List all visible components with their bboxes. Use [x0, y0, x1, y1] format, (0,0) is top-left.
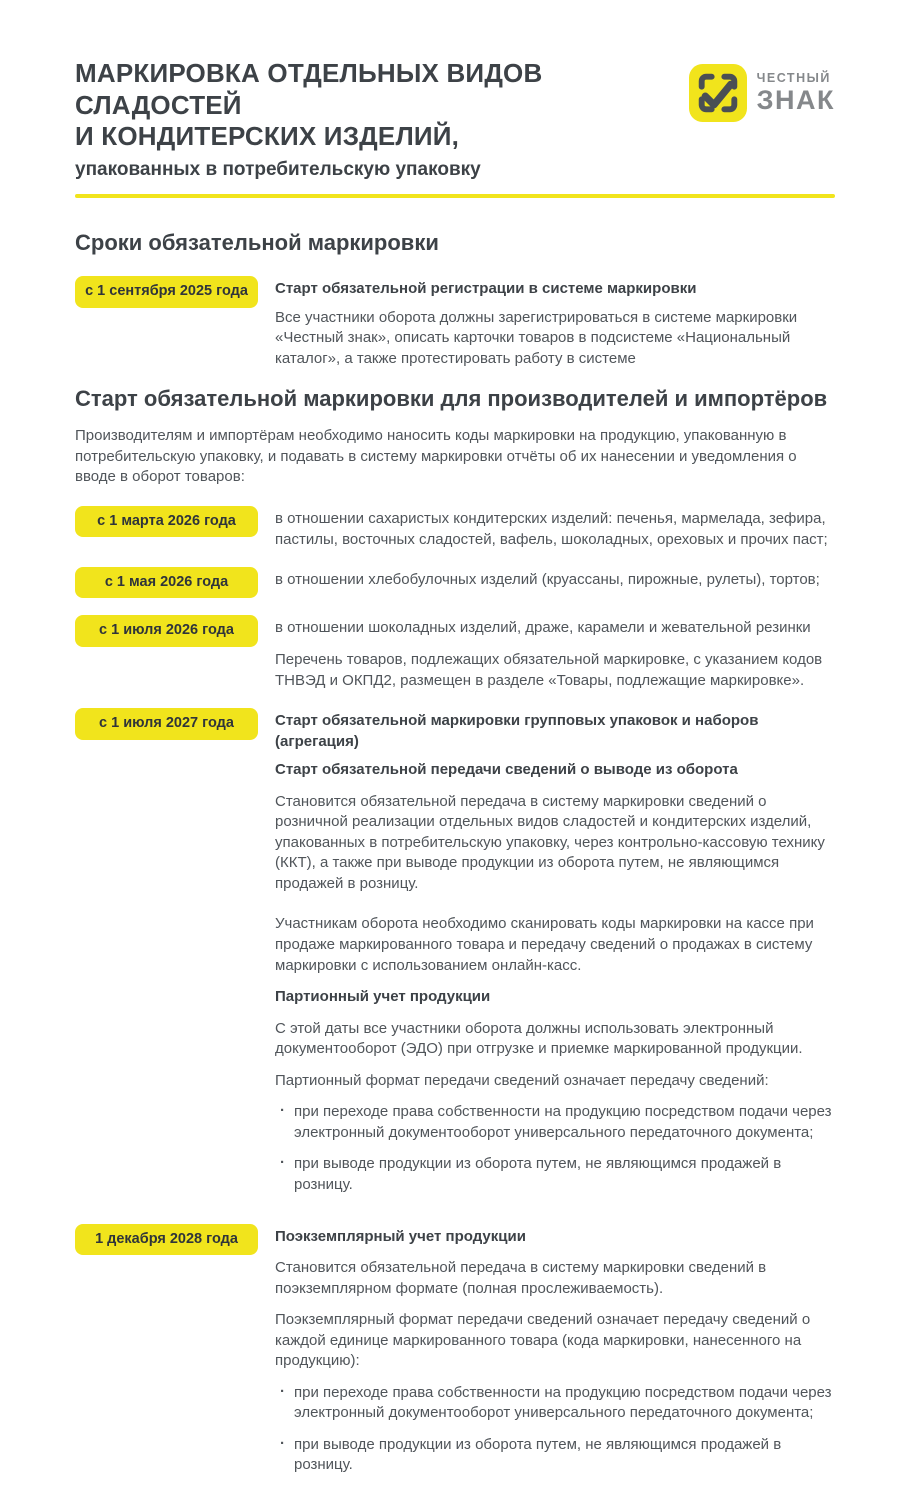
entry-subheading-batch: Партионный учет продукции	[275, 988, 491, 1006]
page-title	[75, 58, 689, 153]
timeline-row-may-2026	[75, 567, 835, 598]
page-subtitle: упакованных в потребительскую упаковку	[75, 159, 481, 181]
timeline-content	[275, 506, 835, 550]
timeline-content	[275, 1224, 835, 1487]
section-heading-start: Старт обязательной маркировки для производителей и импортёров	[75, 386, 828, 412]
title-block	[75, 58, 689, 181]
timeline-row-mar-2026	[75, 506, 835, 550]
check-scan-icon	[689, 64, 747, 122]
badge-column	[75, 567, 258, 598]
timeline-row-registration	[75, 276, 835, 369]
entry-body: в отношении хлебобулочных изделий (круассаны, пирожные, рулеты), тортов;	[275, 571, 820, 589]
bullet-item: · при переходе права собственности на продукцию посредством подачи через электронный документооборот универсального передаточного документа;	[275, 1383, 835, 1424]
timeline-content	[275, 276, 835, 369]
entry-paragraph: Поэкземплярный формат передачи сведений означает передачу сведений о каждой единице маркированного товара (кода маркировки, нанесенного на продукцию):	[275, 1311, 811, 1370]
bullet-list	[275, 1102, 835, 1195]
bullet-list	[275, 1383, 835, 1476]
section-intro: Производителям и импортёрам необходимо наносить коды маркировки на продукцию, упакованную в потребительскую упаковку, и подавать в систему маркировки отчёты об их нанесении и уведомления о вводе в оборот товаров:	[75, 427, 797, 486]
yellow-divider	[75, 194, 835, 198]
badge-column	[75, 506, 258, 537]
date-badge-may-2026: с 1 мая 2026 года	[75, 567, 258, 598]
entry-paragraph: Становится обязательной передача в систему маркировки сведений в поэкземплярном формате (полная прослеживаемость).	[275, 1259, 767, 1297]
page-title-line2: И КОНДИТЕРСКИХ ИЗДЕЛИЙ,	[75, 121, 460, 152]
date-badge-jul-2026: с 1 июля 2026 года	[75, 615, 258, 646]
logo-text-bottom: ЗНАК	[756, 85, 835, 116]
date-badge-dec-2028: 1 декабря 2028 года	[75, 1224, 258, 1255]
date-badge-mar-2026: с 1 марта 2026 года	[75, 506, 258, 537]
bullet-item: · при переходе права собственности на продукцию посредством подачи через электронный документооборот универсального передаточного документа;	[275, 1102, 835, 1143]
timeline-content	[275, 708, 835, 1206]
section-heading-terms: Сроки обязательной маркировки	[75, 230, 439, 256]
timeline-row-dec-2028	[75, 1224, 835, 1487]
entry-body: в отношении шоколадных изделий, драже, карамели и жевательной резинки	[275, 619, 811, 637]
entry-body: в отношении сахаристых кондитерских изделий: печенья, мармелада, зефира, пастилы, восточных сладостей, вафель, шоколадных, ореховых и прочих паст;	[275, 509, 828, 548]
badge-column	[75, 1224, 258, 1255]
badge-column	[75, 615, 258, 646]
chestny-znak-logo	[689, 58, 835, 122]
entry-title: Старт обязательной регистрации в системе маркировки	[275, 280, 697, 298]
bullet-item: · при выводе продукции из оборота путем, не являющимся продажей в розницу.	[275, 1435, 835, 1476]
date-badge-sep-2025: с 1 сентября 2025 года	[75, 276, 258, 307]
entry-paragraph: Партионный формат передачи сведений означает передачу сведений:	[275, 1071, 769, 1089]
timeline-row-jul-2026	[75, 615, 835, 691]
timeline-content	[275, 615, 835, 691]
entry-paragraph: Становится обязательной передача в систему маркировки сведений о розничной реализации отдельных видов сладостей и кондитерских изделий, упакованных в потребительскую упаковку, через контрольно-кассовую технику (ККТ), а также при выводе продукции из оборота путем, не являющимся продажей в розницу.	[275, 792, 825, 892]
document-header	[75, 58, 835, 181]
entry-paragraph: С этой даты все участники оборота должны использовать электронный документооборот (ЭДО) при отгрузке и приемке маркированной продукции.	[275, 1019, 803, 1058]
logo-text-top: ЧЕСТНЫЙ	[756, 70, 831, 85]
entry-title-unit: Поэкземплярный учет продукции	[275, 1227, 526, 1245]
page-title-line1: МАРКИРОВКА ОТДЕЛЬНЫХ ВИДОВ СЛАДОСТЕЙ	[75, 58, 543, 120]
entry-note: Перечень товаров, подлежащих обязательной маркировке, с указанием кодов ТНВЭД и ОКПД2, размещен в разделе «Товары, подлежащие маркировке».	[275, 651, 823, 689]
entry-title-aggregation: Старт обязательной маркировки групповых упаковок и наборов (агрегация)	[275, 712, 759, 750]
logo-wordmark	[757, 72, 835, 115]
timeline-content	[275, 567, 835, 591]
entry-title-withdrawal: Старт обязательной передачи сведений о выводе из оборота	[275, 761, 738, 779]
badge-column	[75, 276, 258, 307]
entry-paragraph: Участникам оборота необходимо сканировать коды маркировки на кассе при продаже маркированного товара и передачу сведений о продажах в систему маркировки с использованием онлайн-касс.	[275, 915, 814, 974]
entry-body: Все участники оборота должны зарегистрироваться в системе маркировки «Честный знак», описать карточки товаров в подсистеме «Национальный каталог», а также протестировать работу в системе	[275, 308, 798, 367]
timeline-row-jul-2027	[75, 708, 835, 1206]
bullet-item: · при выводе продукции из оборота путем, не являющимся продажей в розницу.	[275, 1154, 835, 1195]
date-badge-jul-2027: с 1 июля 2027 года	[75, 708, 258, 739]
badge-column	[75, 708, 258, 739]
